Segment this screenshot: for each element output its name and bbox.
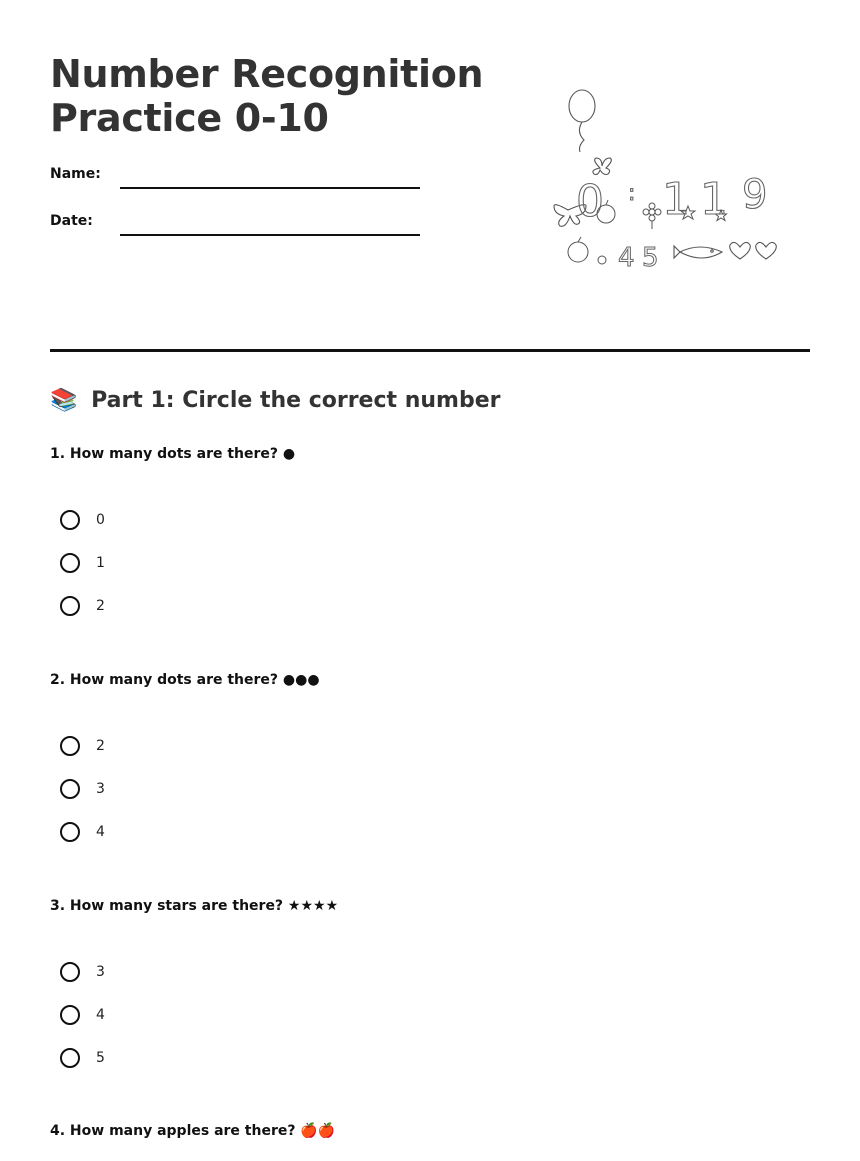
answer-option[interactable] (60, 736, 105, 756)
question-2 (50, 670, 810, 840)
date-label: Date: (50, 213, 93, 229)
option-circle[interactable] (60, 510, 80, 530)
illustration-digit: 4 (618, 243, 635, 273)
name-label: Name: (50, 166, 101, 182)
flower-icon (643, 203, 661, 229)
books-icon: 📚 (50, 388, 78, 413)
option-circle[interactable] (60, 1048, 80, 1068)
section-divider (50, 349, 810, 352)
question-text: 1. How many dots are there? ● (50, 446, 296, 462)
answer-option[interactable] (60, 1048, 105, 1068)
illustration-digit: 0 (576, 176, 604, 227)
apple-icon (568, 237, 588, 262)
page-title (50, 52, 483, 140)
option-label: 2 (96, 598, 105, 614)
option-circle[interactable] (60, 962, 80, 982)
answer-option[interactable] (60, 779, 105, 799)
name-field[interactable] (120, 187, 420, 189)
question-text: 3. How many stars are there? ★★★★ (50, 898, 339, 914)
question-text: 4. How many apples are there? 🍎🍎 (50, 1123, 336, 1139)
question-4 (50, 1121, 810, 1141)
illustration-digit: 1 (662, 174, 690, 225)
answer-option[interactable] (60, 962, 105, 982)
title-line-1: Number Recognition (50, 52, 484, 96)
option-label: 0 (96, 512, 105, 528)
answer-option[interactable] (60, 1005, 105, 1025)
flower-icon (598, 256, 606, 264)
option-circle[interactable] (60, 1005, 80, 1025)
title-line-2: Practice 0-10 (50, 96, 329, 140)
option-circle[interactable] (60, 779, 80, 799)
answer-option[interactable] (60, 510, 105, 530)
answer-option[interactable] (60, 553, 105, 573)
fish-icon (674, 246, 722, 258)
date-field[interactable] (120, 234, 420, 236)
option-circle[interactable] (60, 736, 80, 756)
option-label: 1 (96, 555, 105, 571)
option-circle[interactable] (60, 553, 80, 573)
illustration-digit: 1 (700, 174, 728, 225)
answer-option[interactable] (60, 596, 105, 616)
section-title-text: Part 1: Circle the correct number (91, 388, 501, 413)
section-title (50, 388, 500, 413)
butterfly-icon (593, 158, 611, 175)
answer-option[interactable] (60, 822, 105, 842)
illustration-digit: 5 (642, 243, 659, 273)
balloon-icon (569, 90, 595, 152)
question-text: 2. How many dots are there? ●●● (50, 672, 320, 688)
heart-icon (730, 242, 751, 259)
option-label: 4 (96, 824, 105, 840)
option-label: 3 (96, 781, 105, 797)
option-circle[interactable] (60, 822, 80, 842)
heart-icon (756, 242, 777, 259)
question-1 (50, 444, 810, 614)
option-circle[interactable] (60, 596, 80, 616)
option-label: 4 (96, 1007, 105, 1023)
illustration-colon: : (628, 181, 636, 206)
illustration-digit: 9 (742, 172, 768, 218)
option-label: 3 (96, 964, 105, 980)
question-3 (50, 896, 810, 1066)
option-label: 5 (96, 1050, 105, 1066)
option-label: 2 (96, 738, 105, 754)
numbers-illustration (540, 80, 800, 280)
